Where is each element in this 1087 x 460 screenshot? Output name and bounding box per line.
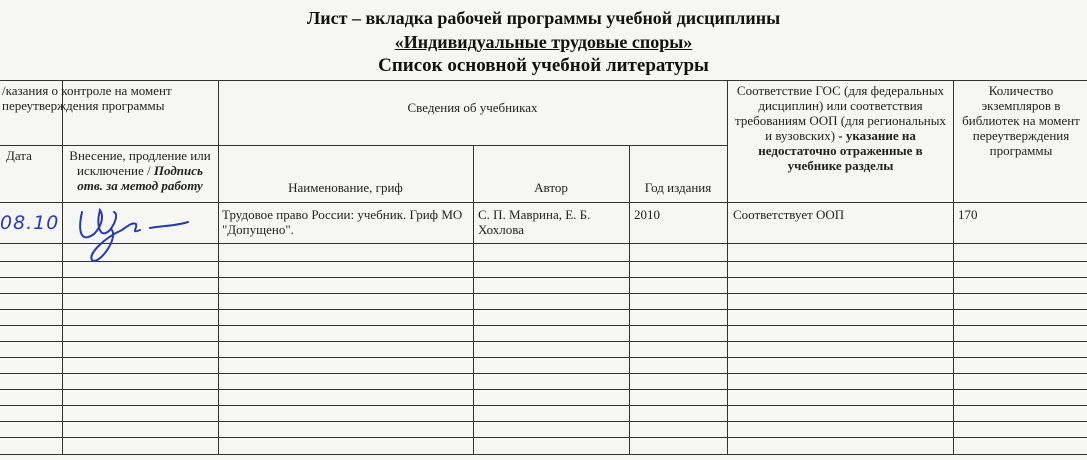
- page-title: Лист – вкладка рабочей программы учебной дисциплины: [306, 8, 781, 28]
- book-name: Трудовое право России: учебник. Гриф МО "Допущено".: [222, 207, 463, 237]
- subheader-year: Год издания: [644, 180, 712, 195]
- header-textbooks: Сведения об учебниках: [407, 100, 538, 115]
- subheader-date: Дата: [6, 148, 32, 163]
- subheader-author: Автор: [534, 180, 568, 195]
- subheader-change-text: Внесение, продление или исключение /: [69, 148, 211, 178]
- subheader-change: [64, 148, 216, 193]
- header-control: /казания о контроле на момент переутверждения программы: [2, 83, 172, 113]
- list-title: Список основной учебной литературы: [378, 55, 709, 76]
- subheader-sign: Подпись отв. за метод работу: [77, 163, 203, 193]
- subheader-name: Наименование, гриф: [288, 180, 403, 195]
- book-author: С. П. Маврина, Е. Б. Хохлова: [478, 207, 591, 237]
- handwritten-date: 08.10: [0, 212, 60, 234]
- book-count: 170: [958, 207, 978, 222]
- header-gos: [730, 83, 951, 173]
- book-year: 2010: [634, 207, 660, 222]
- header-gos-note: - указание на недостаточно отраженные в учебнике разделы: [758, 128, 923, 173]
- signature: [0, 200, 220, 270]
- header-count: Количество экземпляров в библиотек на момент переутверждения программы: [962, 83, 1080, 158]
- header-gos-text: Соответствие ГОС (для федеральных дисциплин) или соответствия требованиям ООП (для региональных и вузовских): [735, 83, 946, 143]
- book-compliance: Соответствует ООП: [733, 207, 845, 222]
- discipline-title: «Индивидуальные трудовые споры»: [394, 32, 693, 52]
